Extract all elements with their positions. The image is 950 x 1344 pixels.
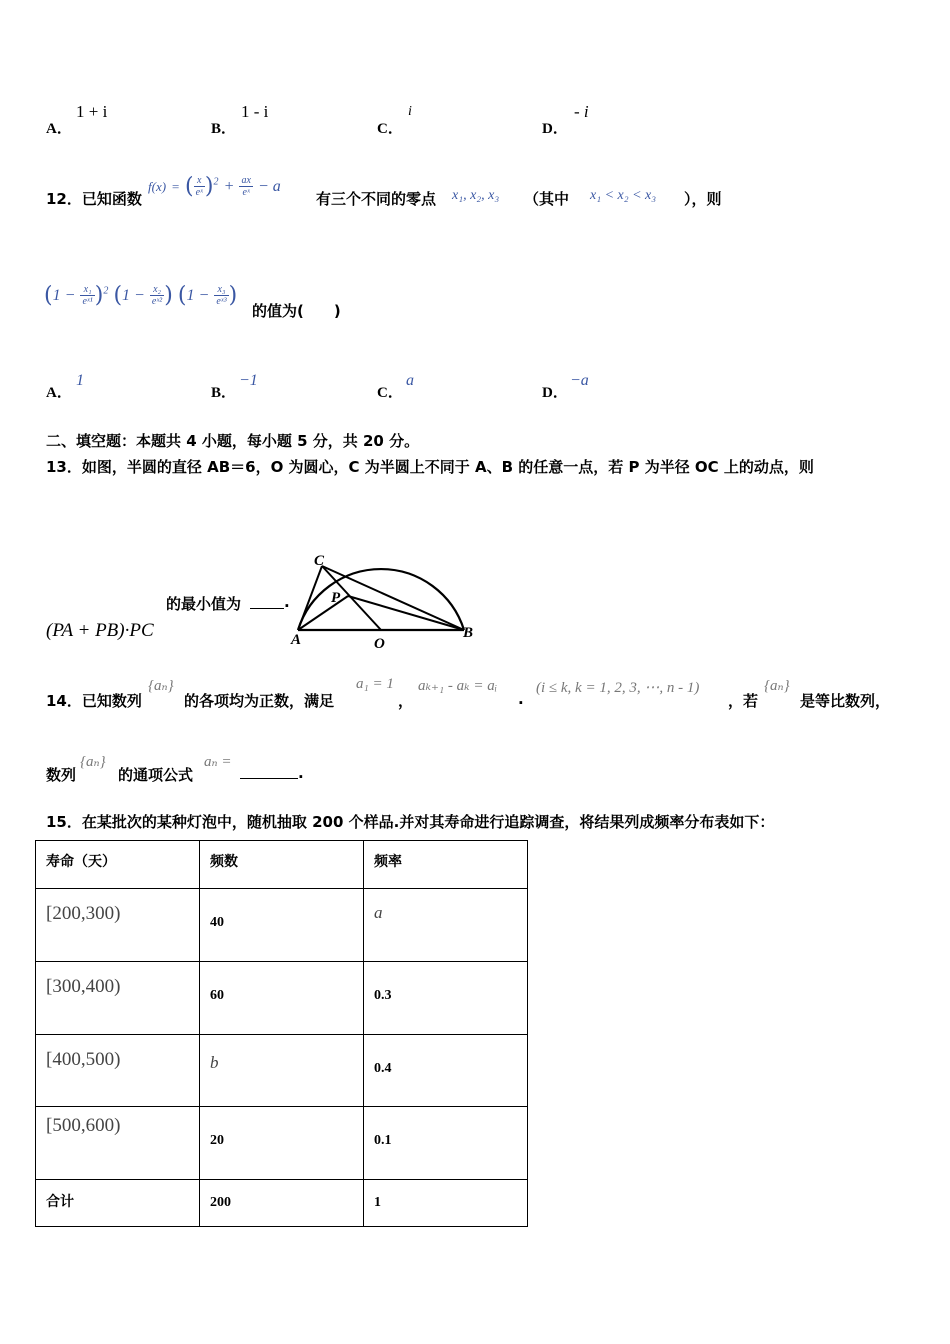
q13-end: . (284, 593, 290, 611)
table-row (36, 1107, 528, 1180)
freq-cell: 0.1 (374, 1133, 392, 1148)
q14-an: aₙ = (204, 754, 232, 770)
q14-cond2: aₖ₊₁ - aₖ = aᵢ (418, 678, 498, 694)
q12-cond: x₁ < x₂ < x₃ (590, 188, 657, 203)
label-a: A (291, 632, 302, 648)
q12-function-formula: f(x) = ( $\frac{x}{\text{eˣ}}$ )$^2$ + $\frac{ax}{\text{eˣ}}$ − a (148, 174, 281, 199)
total-label: 合计 (46, 1194, 74, 1210)
label-c: C (314, 553, 325, 569)
q14-cond1: a₁ = 1 (356, 676, 394, 692)
q14-mid2: ，若 (728, 692, 759, 710)
q12-prefix: 12．已知函数 (46, 190, 142, 208)
label-o: O (374, 636, 385, 650)
frequency-table (35, 840, 528, 1227)
semicircle-arc (298, 569, 464, 630)
interval-cell: [300,400) (46, 976, 121, 997)
interval-cell: [500,600) (46, 1115, 121, 1136)
table-row (36, 889, 528, 962)
q14-range: (i ≤ k, k = 1, 2, 3, ⋯, n - 1) (536, 680, 700, 696)
interval-cell: [200,300) (46, 903, 121, 924)
q14-answer-blank (240, 764, 298, 779)
label-p: P (331, 590, 341, 606)
q11-option-a-value: 1 + i (76, 102, 108, 121)
segment-ac (298, 566, 322, 630)
q12-cond-close: ），则 (684, 190, 722, 208)
label-b: B (463, 625, 474, 641)
q14-end: . (298, 764, 304, 782)
q12-option-b-label: B． (211, 385, 237, 401)
table-row (36, 1035, 528, 1107)
q13-suffix: 的最小值为 (166, 595, 242, 613)
q12-option-c-value: a (406, 372, 414, 389)
total-count: 200 (210, 1195, 231, 1210)
q15-text: 15．在某批次的某种灯泡中，随机抽取 200 个样品.并对其寿命进行追踪调查，将结果列成频率分布表如下： (46, 813, 775, 831)
q12-func-equals: = (171, 179, 180, 194)
q12-expr-suffix: 的值为( ) (252, 302, 341, 320)
q13-answer-blank (250, 594, 284, 609)
q13-semicircle-figure (288, 538, 484, 650)
table-row (36, 962, 528, 1035)
q11-option-c-value: i (408, 104, 412, 119)
freq-cell: 0.4 (374, 1061, 392, 1076)
q14-seq2: {aₙ} (764, 678, 790, 694)
q11-option-a-label: A． (46, 121, 72, 137)
q12-option-a-label: A． (46, 385, 72, 401)
table-header-row (36, 841, 528, 889)
q12-option-a-value: 1 (76, 372, 84, 389)
q12-option-d-value: −a (570, 372, 589, 389)
interval-cell: [400,500) (46, 1049, 121, 1070)
q11-option-d-value: - i (574, 102, 589, 121)
q14-line2-prefix: 数列 (46, 766, 77, 784)
q12-cond-open: （其中 (524, 190, 570, 208)
total-freq: 1 (374, 1195, 381, 1210)
freq-cell: 0.3 (374, 988, 392, 1003)
header-lifespan: 寿命（天） (46, 854, 116, 870)
q11-option-c-label: C． (377, 121, 403, 137)
q12-func-lhs: f(x) (148, 179, 167, 194)
count-cell: 20 (210, 1133, 224, 1148)
q12-mid-text: 有三个不同的零点 (316, 190, 437, 208)
section-heading: 二、填空题：本题共 4 小题，每小题 5 分，共 20 分。 (46, 432, 420, 450)
q12-option-c-label: C． (377, 385, 403, 401)
q14-seq: {aₙ} (148, 678, 174, 694)
q14-line2-mid: 的通项公式 (118, 766, 194, 784)
q12-option-b-value: −1 (239, 372, 258, 389)
q13-expression: (PA + PB)·PC (46, 620, 154, 641)
q11-option-b-value: 1 - i (241, 102, 269, 121)
count-cell: 60 (210, 988, 224, 1003)
freq-cell: a (374, 903, 383, 922)
q11-option-b-label: B． (211, 121, 237, 137)
q14-prefix: 14．已知数列 (46, 692, 142, 710)
count-cell: b (210, 1053, 219, 1072)
count-cell: 40 (210, 915, 224, 930)
q11-option-d-label: D． (542, 121, 568, 137)
q14-comma: ， (398, 692, 414, 710)
q14-dot: . (518, 690, 524, 708)
header-frequency: 频率 (374, 854, 402, 870)
header-count: 频数 (210, 854, 238, 870)
q12-product-expression: (1 − $\frac{\text{x₁}}{\text{eˣ¹}}$ )$^2$ (1 − $\frac{\text{x₂}}{\text{eˣ²}}$ ) (1 − $\frac{\text{x₃}}{\text{eˣ³}}$ ) (44, 283, 238, 308)
q14-mid1: 的各项均为正数，满足 (184, 692, 335, 710)
q12-roots: x₁, x₂, x₃ (452, 188, 500, 203)
table-total-row (36, 1180, 528, 1227)
q13-text: 13．如图，半圆的直径 AB＝6，O 为圆心，C 为半圆上不同于 A、B 的任意一点，若 P 为半径 OC 上的动点，则 (46, 458, 814, 476)
q14-seq3: {aₙ} (80, 754, 106, 770)
q14-mid3: 是等比数列， (800, 692, 891, 710)
q12-option-d-label: D． (542, 385, 568, 401)
